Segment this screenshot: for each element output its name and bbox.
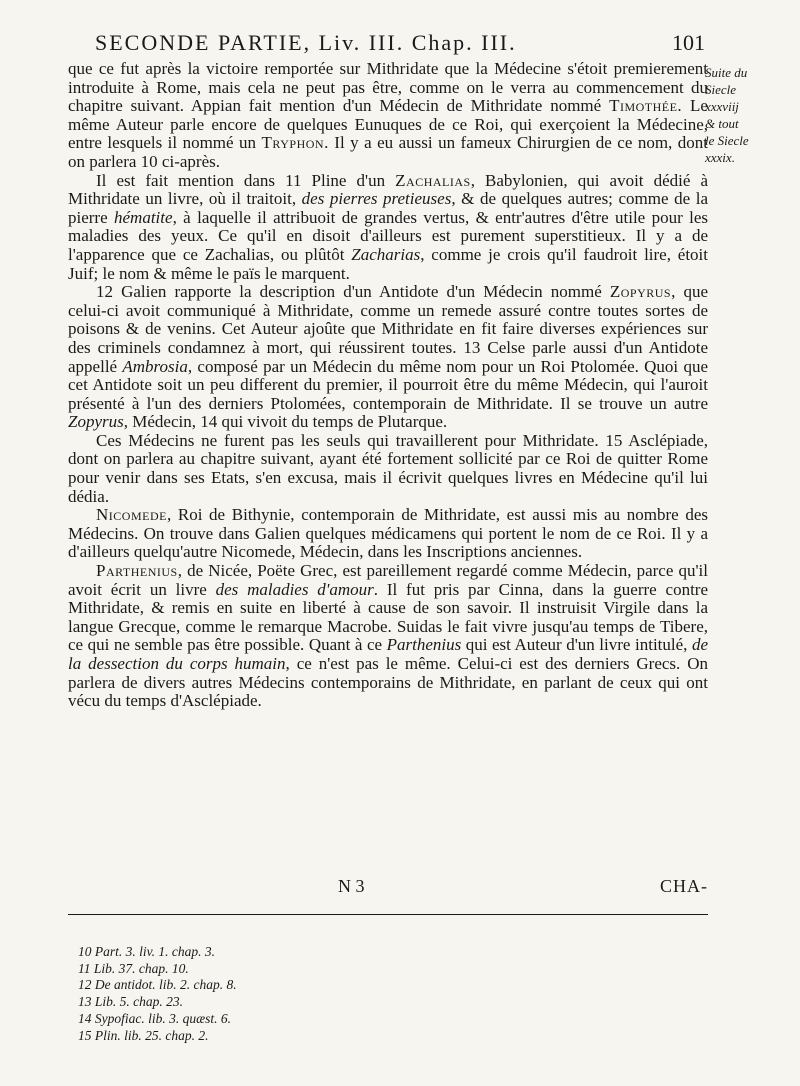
italic-term: des pierres pretieuses (301, 189, 452, 209)
person-name: Parthenius (96, 561, 178, 581)
text-run: . Il fut pris par Cinna, dans la guerre contre Mithridate, & remis en suite en liberté à cause de son savoir. Il instruisit Virgile dans la langue Grecque, comme le remarque Macrobe. Suidas le fait vivre jusqu'au temps de Tibere, ce qui ne semble pas être possible. Quant à ce (68, 579, 709, 655)
text-run: Il y a eu aussi un fameux Chirurgien de ce nom, dont on parlera 10 ci-après. (68, 133, 708, 171)
text-run: , composé par un Médecin du même nom pour un Roi Ptolomée. Quoi que cet Antidote soit un peu different du premier, il pourroit être du même Médecin, qui l'auroit présenté à l'un des derniers Ptolomées, contemporain de Mithridate. Il se trouve un autre (68, 356, 708, 413)
italic-term: hématite (114, 207, 173, 227)
person-name: Zopyrus (609, 282, 672, 302)
italic-term: Zacharias (351, 244, 421, 264)
person-name: Timothée. (609, 96, 683, 116)
italic-term: Parthenius (386, 635, 462, 655)
person-name: Zachalias (395, 170, 471, 190)
text-run: , de Nicée, Poëte Grec, est pareillement regardé comme Médecin, parce qu'il avoit écrit un livre (68, 561, 708, 599)
text-run: , comme je crois qu'il faudroit lire, étoit Juif; le nom & même le païs le marquent. (68, 244, 708, 283)
margin-note-line: xxxix. (705, 150, 735, 165)
text-run: , à laquelle il attribuoit de grandes vertus, & entr'autres d'être utile pour les maladies des yeux. Ce qu'il en disoit d'ailleurs est purement superstitieux. Il y a de l'apparence que ce Zachalias, ou plûtôt (68, 207, 709, 264)
text-run: Il est fait mention dans 11 Pline d'un (96, 170, 396, 190)
italic-term: de la dessection du corps humain (68, 635, 708, 673)
catchline (68, 876, 708, 900)
text-run: Le même Auteur parle encore de quelques Eunuques de ce Roi, qui exerçoient la Médecine, entre lesquels il nommé un (68, 96, 708, 153)
text-run: , Médecin, 14 qui vivoit du temps de Plutarque. (123, 412, 448, 432)
margin-note-line: xxxviij (705, 99, 739, 114)
signature-mark: N 3 (338, 876, 365, 896)
text-run: , ce n'est pas le même. Celui-ci est des derniers Grecs. On parlera de divers autres Médecins contemporains de Mithridate, en parlant de ceux qui ont vécu du temps d'Asclépiade. (68, 654, 708, 711)
text-run: , & de quelques autres; comme de la pierre (68, 189, 708, 227)
paragraph-zopyrus (68, 283, 708, 432)
main-text (68, 60, 708, 711)
italic-term: des maladies d'amour (215, 579, 374, 599)
paragraph-parthenius (68, 562, 708, 711)
footnote: 12 De antidot. lib. 2. chap. 8. (78, 977, 237, 993)
paragraph-zachalias (68, 172, 708, 284)
italic-term: Ambrosia (122, 356, 188, 376)
catchword: CHA- (660, 876, 708, 896)
margin-note-line: Siecle (705, 82, 737, 97)
text-run: , que celui-ci avoit communiqué à Mithridate, comme un remede assuré contre toutes sortes de poisons & de venins. Cet Auteur ajoûte que Mithridate en fit faire diverses expériences sur des criminels condamnez à mort, qui réussirent toutes. 13 Celse parle aussi d'un Antidote appellé (68, 282, 709, 376)
footnote: 13 Lib. 5. chap. 23. (78, 994, 184, 1010)
margin-note-line: le Siecle (705, 133, 749, 148)
text-run: , Babylonien, qui avoit dédié à Mithridate un livre, où il traitoit, (68, 170, 708, 209)
margin-note-line: Suite du (705, 65, 748, 80)
text-run: que ce fut après la victoire remportée sur Mithridate que la Médecine s'étoit premierement introduite à Rome, mais cela ne peut pas être, comme on le verra au commencement du chapitre suivant. Appian fait mention d'un Médecin de Mithridate nommé (68, 59, 708, 116)
margin-note (705, 64, 790, 166)
footnote-rule (68, 914, 708, 915)
running-title: SECONDE PARTIE, Liv. III. Chap. III. (95, 30, 517, 55)
paragraph-nicomede (68, 506, 708, 562)
margin-note-line: & tout (705, 116, 739, 131)
person-name: Nicomede (96, 505, 167, 525)
text-run: 12 Galien rapporte la description d'un Antidote d'un Médecin nommé (96, 282, 610, 302)
paragraph-asclepiade: Ces Médecins ne furent pas les seuls qui travaillerent pour Mithridate. 15 Asclépiade, dont on parlera au chapitre suivant, ayant été fortement sollicité par ce Roi de quitter Rome pour venir dans ses Etats, s'en excusa, mais il écrivit quelques livres en Médecine qu'il lui dédia. (68, 430, 708, 506)
footnote: 11 Lib. 37. chap. 10. (78, 960, 189, 976)
footnotes (78, 944, 478, 1044)
footnote: 10 Part. 3. liv. 1. chap. 3. (78, 944, 215, 959)
page-number: 101 (672, 30, 705, 55)
person-name: Tryphon. (261, 133, 329, 153)
running-header (95, 30, 715, 56)
footnote: 14 Sypofiac. lib. 3. quæst. 6. (78, 1010, 231, 1026)
text-run: qui est Auteur d'un livre intitulé, (461, 635, 692, 655)
paragraph-timothee (68, 60, 708, 172)
text-run: , Roi de Bithynie, contemporain de Mithridate, est aussi mis au nombre des Médecins. On trouve dans Galien quelques médicamens qui portent le nom de ce Roi. Il y a d'ailleurs quelqu'autre Nicomede, Médecin, dans les Inscriptions anciennes. (68, 505, 708, 562)
footnote: 15 Plin. lib. 25. chap. 2. (78, 1027, 209, 1043)
italic-term: Zopyrus (68, 412, 124, 432)
